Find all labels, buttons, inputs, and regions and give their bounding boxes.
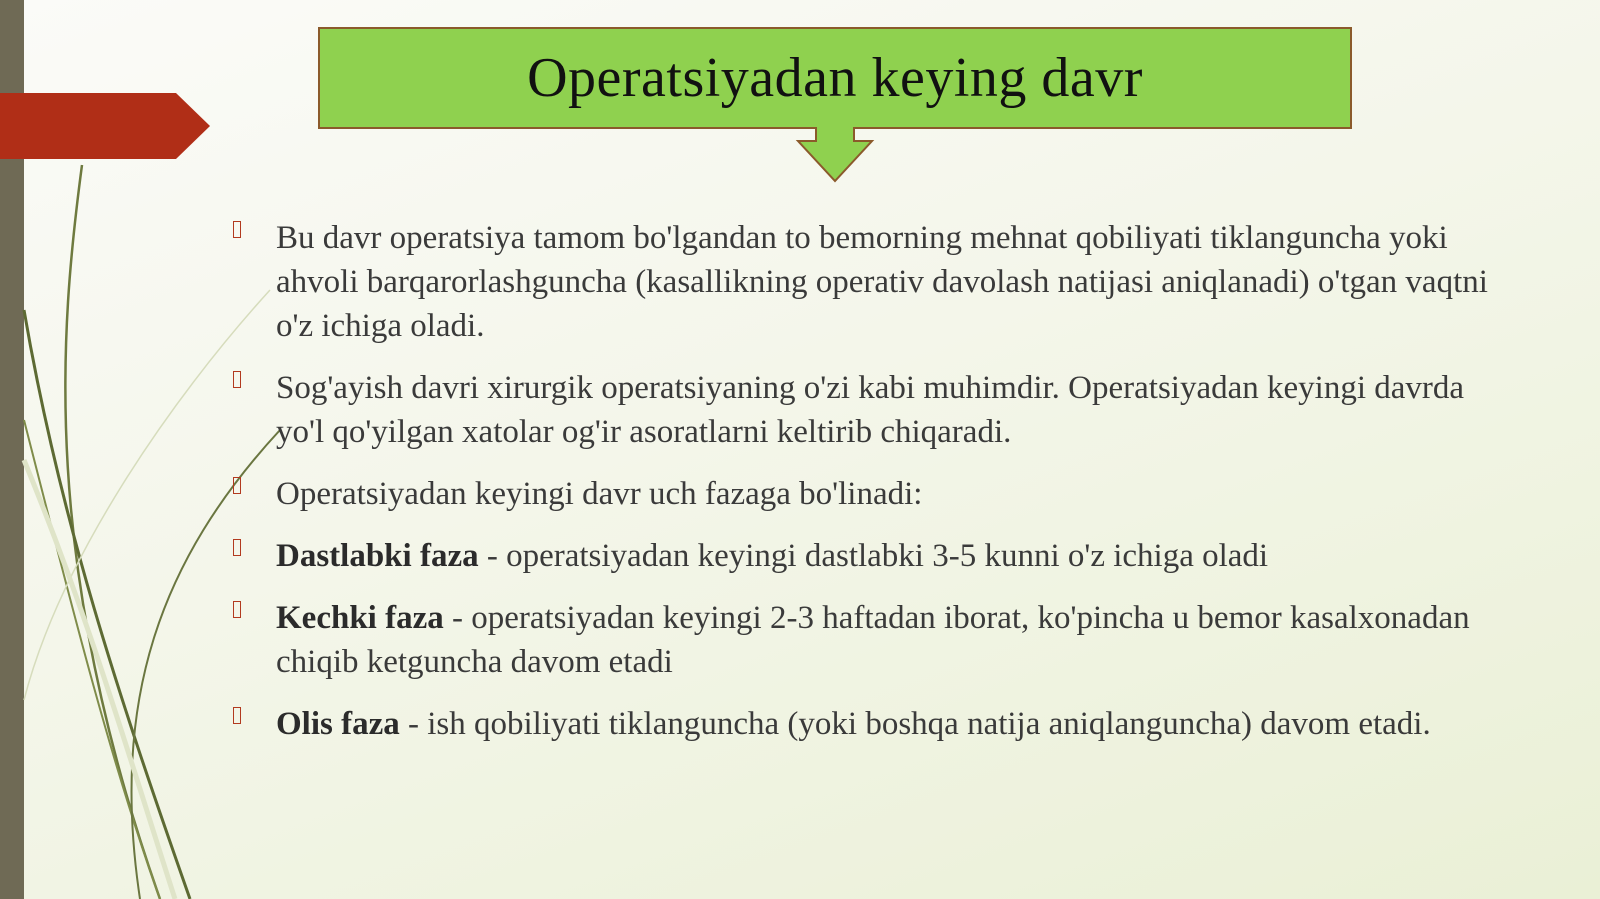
list-item-text (276, 472, 1520, 516)
title-box (318, 27, 1352, 129)
phase-name: Kechki faza (276, 600, 444, 636)
list-item (230, 366, 1520, 454)
list-item (230, 702, 1520, 746)
square-outline-bullet-icon (233, 371, 241, 388)
list-item (230, 596, 1520, 684)
square-outline-bullet-icon (233, 707, 241, 724)
item-body: - operatsiyadan keyingi 2-3 haftadan iborat, ko'pincha u bemor kasalxonadan chiqib ketguncha davom etadi (276, 600, 1470, 680)
square-outline-bullet-icon (233, 539, 241, 556)
red-arrow-tab (0, 93, 210, 159)
item-body: - operatsiyadan keyingi dastlabki 3-5 kunni o'z ichiga oladi (478, 538, 1269, 574)
list-item (230, 534, 1520, 578)
list-item (230, 216, 1520, 348)
list-item-text (276, 596, 1520, 684)
phase-name: Dastlabki faza (276, 538, 479, 574)
list-item-text (276, 216, 1520, 348)
square-outline-bullet-icon (233, 601, 241, 618)
list-item-text (276, 534, 1520, 578)
list-item (230, 472, 1520, 516)
phase-name: Olis faza (276, 706, 400, 742)
square-outline-bullet-icon (233, 477, 241, 494)
item-body: Bu davr operatsiya tamom bo'lgandan to bemorning mehnat qobiliyati tiklanguncha yoki ahvoli barqarorlashguncha (kasallikning operativ davolash natijasi aniqlanadi) o'tgan vaqtni o'z ichiga oladi. (276, 220, 1488, 344)
list-item-text (276, 366, 1520, 454)
square-outline-bullet-icon (233, 221, 241, 238)
slide-title: Operatsiyadan keying davr (527, 47, 1143, 109)
item-body: Operatsiyadan keyingi davr uch fazaga bo'linadi: (276, 476, 923, 512)
bullet-list (230, 216, 1520, 764)
down-arrow-icon (794, 127, 876, 185)
item-body: - ish qobiliyati tiklanguncha (yoki boshqa natija aniqlanguncha) davom etadi. (399, 706, 1431, 742)
list-item-text (276, 702, 1520, 746)
item-body: Sog'ayish davri xirurgik operatsiyaning o'zi kabi muhimdir. Operatsiyadan keyingi davrda yo'l qo'yilgan xatolar og'ir asoratlarni keltirib chiqaradi. (276, 370, 1465, 450)
